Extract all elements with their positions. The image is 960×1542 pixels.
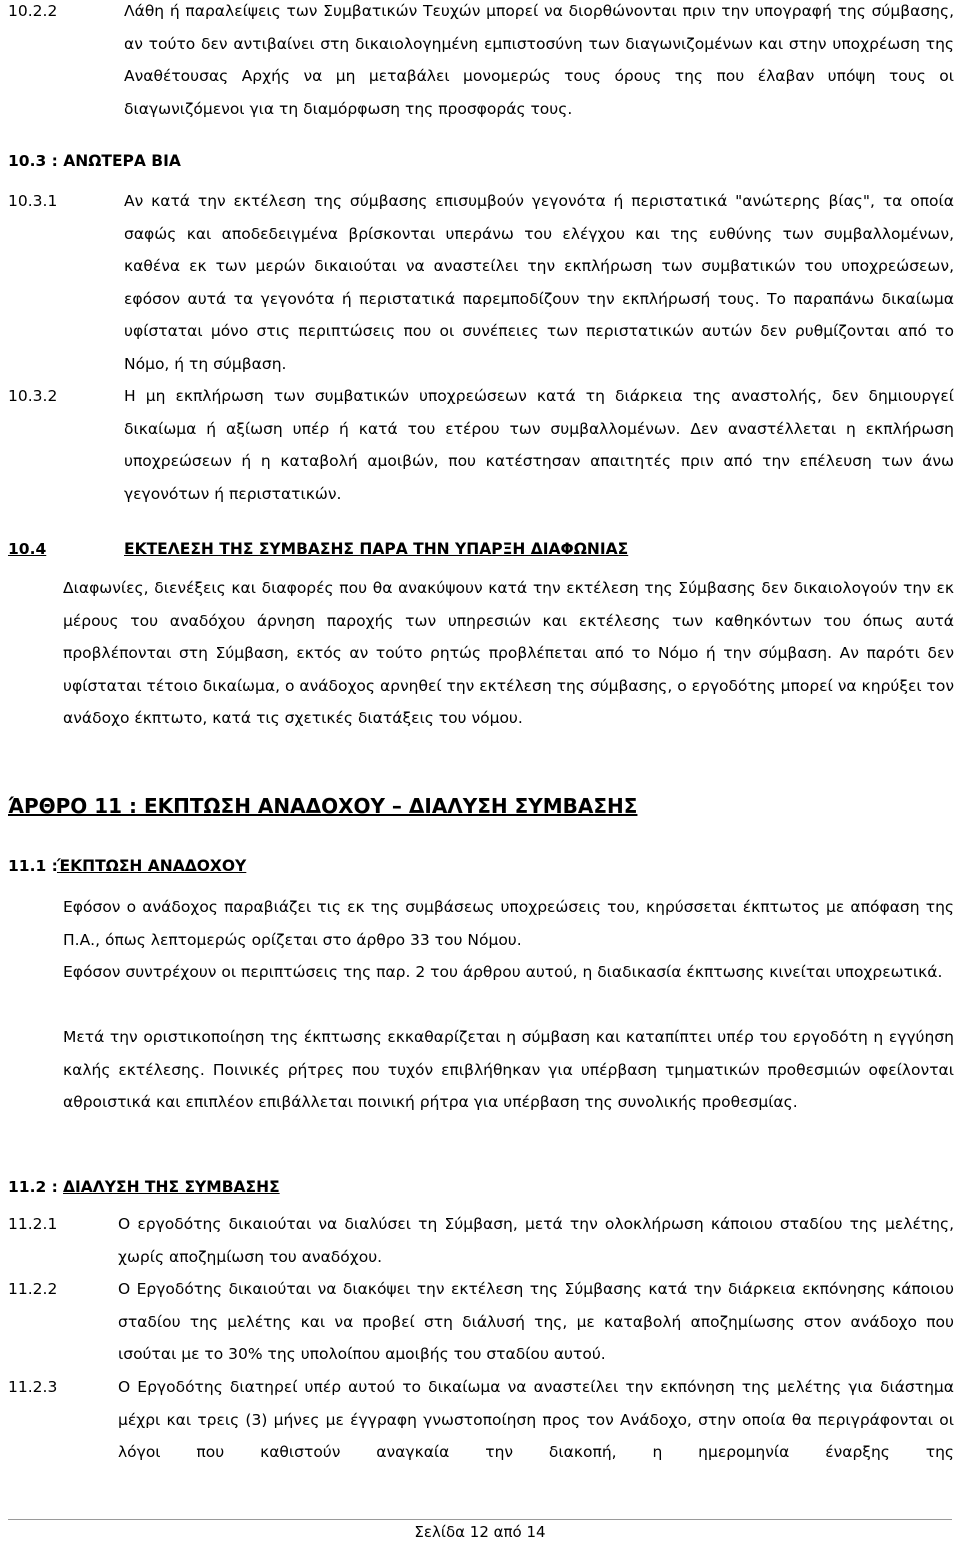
section-number: 11.2.3 xyxy=(8,1378,58,1396)
section-number: 10.3.1 xyxy=(8,192,58,210)
section-11-1-paragraph-2: Εφόσον συντρέχουν οι περιπτώσεις της παρ. 2 του άρθρου αυτού, η διαδικασία έκπτωσης κινείται υποχρεωτικά. xyxy=(63,963,943,981)
section-11-1-paragraph-1: Εφόσον ο ανάδοχος παραβιάζει τις εκ της συμβάσεως υποχρεώσεις του, κηρύσσεται έκπτωτος με απόφαση της Π.Α., όπως λεπτομερώς ορίζεται στο άρθρο 33 του Νόμου. xyxy=(63,898,954,949)
section-11-2-1-text: Ο εργοδότης δικαιούται να διαλύσει τη Σύμβαση, μετά την ολοκλήρωση κάποιου σταδίου της μελέτης, χωρίς αποζημίωση του αναδόχου. xyxy=(118,1215,954,1266)
section-number: 11.2 : xyxy=(8,1178,58,1196)
section-11-2-3-text: Ο Εργοδότης διατηρεί υπέρ αυτού το δικαίωμα να αναστείλει την εκπόνηση της μελέτης για διάστημα μέχρι και τρεις (3) μήνες με έγγραφη γνωστοποίηση προς τον Ανάδοχο, στην οποία θα περιγράφονται οι λόγοι που καθιστούν αναγκαία την διακοπή, η ημερομηνία έναρξης της xyxy=(118,1378,954,1461)
section-number: 11.2.1 xyxy=(8,1215,58,1233)
section-10-2-2-text: Λάθη ή παραλείψεις των Συμβατικών Τευχών μπορεί να διορθώνονται πριν την υπογραφή της σύμβασης, αν τούτο δεν αντιβαίνει στη δικαιολογημένη εμπιστοσύνη των διαγωνιζομένων και στην υποχρέωση της Αναθέτουσας Αρχής να μη μεταβάλει μονομερώς τους όρους της που έλαβαν υπόψη τους οι διαγωνιζόμενοι για τη διαμόρφωση της προσφοράς τους. xyxy=(124,2,954,118)
section-11-2-heading: ΔΙΑΛΥΣΗ ΤΗΣ ΣΥΜΒΑΣΗΣ xyxy=(63,1178,280,1196)
section-10-3-2-text: Η μη εκπλήρωση των συμβατικών υποχρεώσεων κατά τη διάρκεια της αναστολής, δεν δημιουργεί δικαίωμα ή αξίωση υπέρ ή κατά του ετέρου των συμβαλλομένων. Δεν αναστέλλεται η εκπλήρωση υποχρεώσεων ή η καταβολή αμοιβών, που κατέστησαν απαιτητές πριν από την επέλευση των άνω γεγονότων ή περιστατικών. xyxy=(124,387,954,503)
section-10-4-text: Διαφωνίες, διενέξεις και διαφορές που θα ανακύψουν κατά την εκτέλεση της Σύμβασης δεν δικαιολογούν την εκ μέρους του αναδόχου άρνηση παροχής των υπηρεσιών και εκτέλεσης των καθηκόντων του όπως αυτά προβλέπονται στη Σύμβαση, εκτός αν τούτο ρητώς προβλέπεται από το Νόμο ή την σύμβαση. Αν παρότι δεν υφίσταται τέτοιο δικαίωμα, ο ανάδοχος αρνηθεί την εκτέλεση της σύμβασης, ο εργοδότης μπορεί να κηρύξει τον ανάδοχο έκπτωτο, κατά τις σχετικές διατάξεις του νόμου. xyxy=(63,579,954,727)
page-number-footer: Σελίδα 12 από 14 xyxy=(414,1523,546,1541)
article-11-title: ΆΡΘΡΟ 11 : ΕΚΠΤΩΣΗ ΑΝΑΔΟΧΟΥ – ΔΙΑΛΥΣΗ ΣΥΜΒΑΣΗΣ xyxy=(8,794,638,818)
section-number: 11.1 : xyxy=(8,857,58,875)
footer-divider xyxy=(8,1519,952,1520)
section-10-3-heading: 10.3 : ΑΝΩΤΕΡΑ ΒΙΑ xyxy=(8,152,181,170)
section-10-4-heading: ΕΚΤΕΛΕΣΗ ΤΗΣ ΣΥΜΒΑΣΗΣ ΠΑΡΑ ΤΗΝ ΥΠΑΡΞΗ ΔΙΑΦΩΝΙΑΣ xyxy=(124,540,629,558)
section-number: 10.3.2 xyxy=(8,387,58,405)
section-number: 10.4 xyxy=(8,540,47,558)
section-number: 10.2.2 xyxy=(8,2,58,20)
section-11-1-heading: ΈΚΠΤΩΣΗ ΑΝΑΔΟΧΟΥ xyxy=(57,857,247,875)
section-10-3-1-text: Αν κατά την εκτέλεση της σύμβασης επισυμβούν γεγονότα ή περιστατικά "ανώτερης βίας", τα οποία σαφώς και αποδεδειγμένα βρίσκονται υπεράνω του ελέγχου και της ευθύνης των συμβαλλομένων, καθένα εκ των μερών δικαιούται να αναστείλει την εκπλήρωση των συμβατικών του υποχρεώσεων, εφόσον αυτά τα γεγονότα ή περιστατικά παρεμποδίζουν την εκπλήρωσή τους. Το παραπάνω δικαίωμα υφίσταται μόνο στις περιπτώσεις που οι συνέπειες των περιστατικών αυτών δεν ρυθμίζονται από το Νόμο, ή τη σύμβαση. xyxy=(124,192,954,373)
section-11-2-2-text: Ο Εργοδότης δικαιούται να διακόψει την εκτέλεση της Σύμβασης κατά την διάρκεια εκπόνησης κάποιου σταδίου της μελέτης και να προβεί στη διάλυσή της, με καταβολή αποζημίωσης στον ανάδοχο που ισούται με το 30% της υπολοίπου αμοιβής του σταδίου αυτού. xyxy=(118,1280,954,1363)
section-number: 11.2.2 xyxy=(8,1280,58,1298)
section-11-1-paragraph-3: Μετά την οριστικοποίηση της έκπτωσης εκκαθαρίζεται η σύμβαση και καταπίπτει υπέρ του εργοδότη η εγγύηση καλής εκτέλεσης. Ποινικές ρήτρες που τυχόν επιβλήθηκαν για υπέρβαση τμηματικών προθεσμιών οφείλονται αθροιστικά και επιπλέον επιβάλλεται ποινική ρήτρα για υπέρβαση της συνολικής προθεσμίας. xyxy=(63,1028,954,1111)
